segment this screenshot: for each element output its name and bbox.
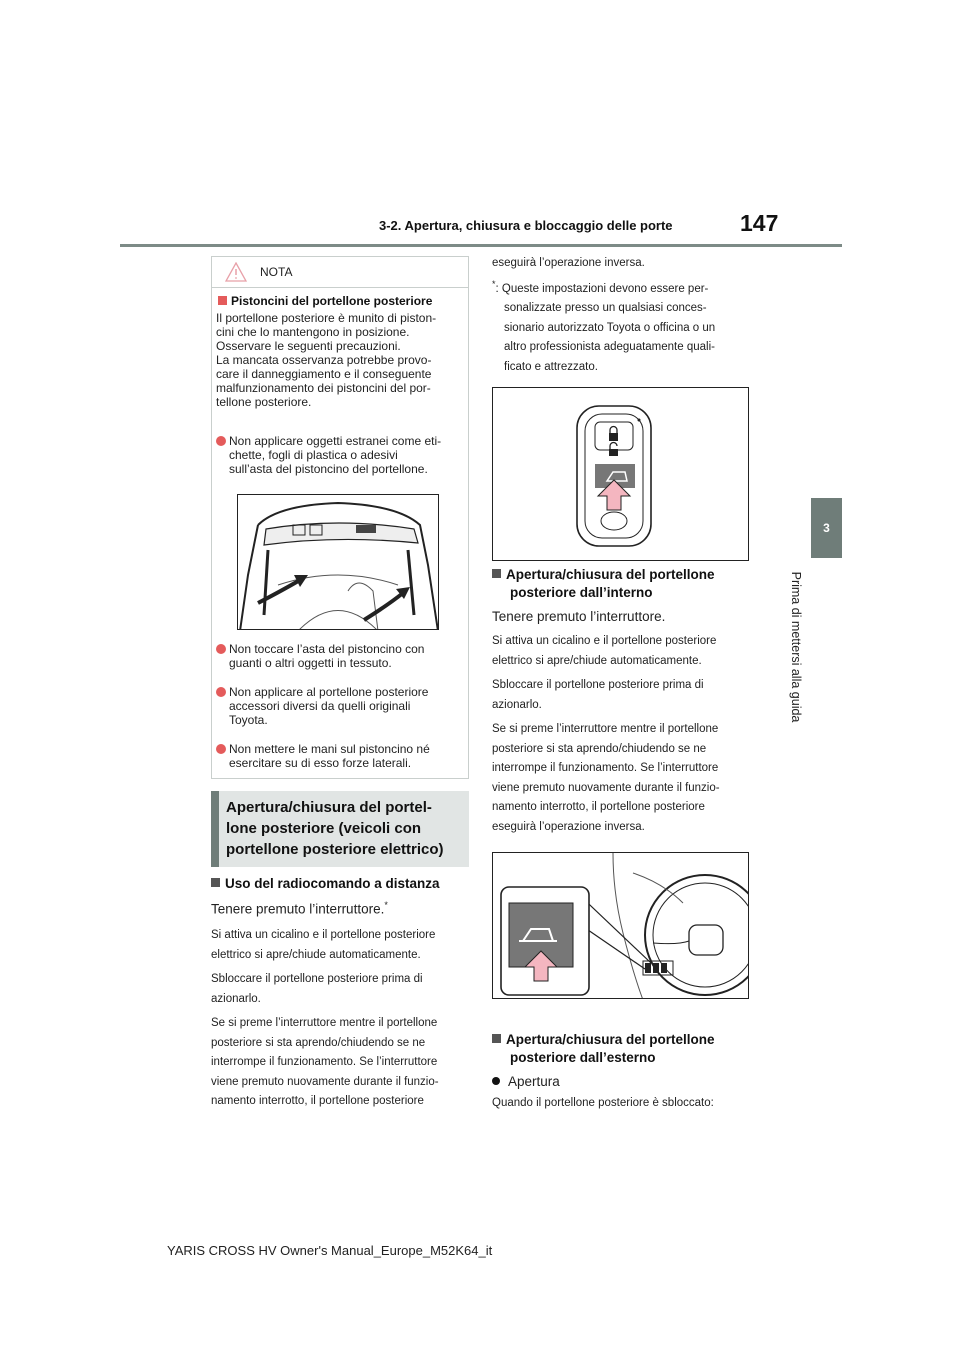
inside-text: Si attiva un cicalino e il portellone posteriore elettrico si apre/chiude automaticamente. Sbloccare il portellone posteriore prima di azionarlo. Se si preme l’interruttore mentre il portellone posteriore si sta aprendo/chiudendo se ne interrompe il funzionamento. Se l’interruttore viene premuto nuovamente durante il funzio- namento interrotto, il portellone posteriore eseguirà l’operazione inversa. (492, 635, 720, 833)
running-header: 3-2. Apertura, chiusura e bloccaggio delle porte (379, 218, 673, 233)
inside-subheading: Apertura/chiusura del portellone posteriore dall’interno (492, 566, 715, 602)
square-bullet-icon (492, 569, 501, 578)
outside-bullet: Apertura (492, 1074, 560, 1089)
footnote: *: Queste impostazioni devono essere per- sonalizzate presso un qualsiasi conces- sionario autorizzato Toyota o officina o un altro professionista adeguatamente quali- ficato e attrezzato. (492, 279, 716, 373)
tailgate-strut-illustration (237, 494, 439, 630)
note-bullet: Non mettere le mani sul pistoncino né esercitare su di esso forze laterali. (216, 742, 464, 770)
remote-instruction: Tenere premuto l’interruttore.* (211, 900, 388, 917)
note-label: NOTA (260, 265, 293, 279)
note-title: Pistoncini del portellone posteriore (218, 294, 432, 308)
chapter-title-text: Prima di mettersi alla guida (789, 571, 803, 723)
square-bullet-icon (211, 878, 220, 887)
chapter-tab: 3 (811, 498, 842, 558)
note-header (212, 257, 468, 287)
inside-instruction: Tenere premuto l’interruttore. (492, 609, 666, 624)
header-rule (120, 244, 842, 247)
bullet-dot-icon (216, 687, 226, 697)
note-bullet: Non applicare al portellone posteriore accessori diversi da quelli originali Toyota. (216, 685, 464, 727)
dashboard-switch-illustration (492, 852, 749, 999)
footer-manual-id: YARIS CROSS HV Owner's Manual_Europe_M52K64_it (167, 1243, 493, 1258)
note-bullet: Non applicare oggetti estranei come eti- chette, fogli di plastica o adesivi sull’asta del pistoncino del portellone. (216, 434, 464, 476)
outside-text: Quando il portellone posteriore è sbloccato: (492, 1097, 714, 1109)
bullet-dot-icon (492, 1077, 500, 1085)
bullet-dot-icon (216, 644, 226, 654)
section-heading: Apertura/chiusura del portel- lone posteriore (veicoli con portellone posteriore elettrico) (211, 791, 469, 867)
note-intro: Il portellone posteriore è munito di piston- cini che lo mantengono in posizione. Osservare le seguenti precauzioni. La mancata osservanza potrebbe provo- care il danneggiamento e il conseguente malfunzionamento dei pistoncini del por- tellone posteriore. (216, 311, 437, 409)
remote-text: Si attiva un cicalino e il portellone posteriore elettrico si apre/chiude automaticamente. Sbloccare il portellone posteriore prima di azionarlo. Se si preme l’interruttore mentre il portellone posteriore si sta aprendo/chiudendo se ne interrompe il funzionamento. Se l’interruttore viene premuto nuovamente durante il funzio- namento interrotto, il portellone posteriore (211, 929, 439, 1107)
bullet-dot-icon (216, 436, 226, 446)
note-bullet: Non toccare l’asta del pistoncino con guanti o altri oggetti in tessuto. (216, 642, 464, 670)
outside-subheading: Apertura/chiusura del portellone posteriore dall’esterno (492, 1031, 715, 1067)
smart-key-illustration (492, 387, 749, 561)
chapter-side-title (786, 562, 806, 732)
remote-subheading: Uso del radiocomando a distanza (211, 875, 440, 893)
warning-icon (225, 262, 247, 282)
square-bullet-icon (492, 1034, 501, 1043)
remote-text-continued: eseguirà l’operazione inversa. (492, 257, 645, 269)
bullet-dot-icon (216, 744, 226, 754)
square-bullet-icon (218, 296, 227, 305)
note-box (211, 256, 469, 779)
note-divider (212, 287, 468, 288)
page-number: 147 (740, 210, 779, 236)
